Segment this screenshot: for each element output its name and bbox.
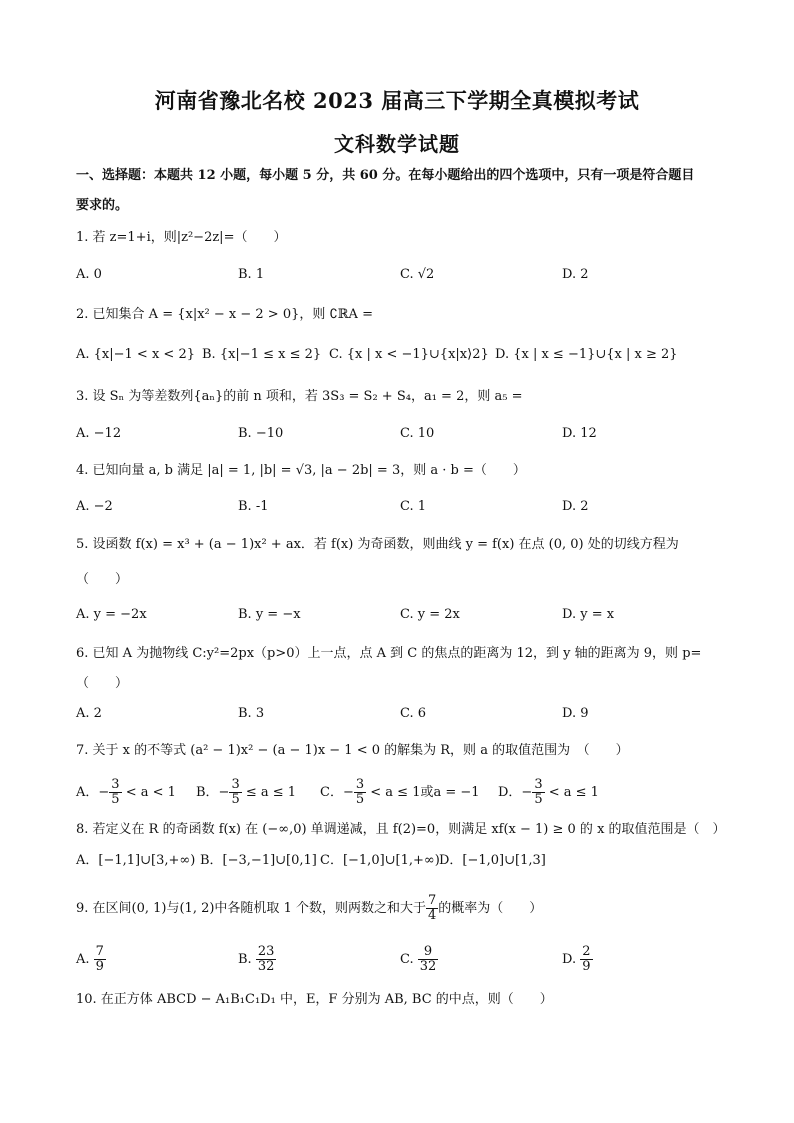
fraction-denominator: 32 <box>419 959 437 974</box>
fraction-denominator: 5 <box>534 792 543 807</box>
fraction-denominator: 4 <box>427 908 437 923</box>
q5-option-c: C. y = 2x <box>400 607 460 622</box>
fraction-numerator: 23 <box>257 944 275 959</box>
q2-option-b: B. {x|−1 ≤ x ≤ 2} <box>202 347 322 362</box>
q4-option-a: A. −2 <box>76 499 113 514</box>
q8-option-c: C．[−1,0]∪[1,+∞) <box>320 853 440 868</box>
q8-option-a: A．[−1,1]∪[3,+∞) <box>76 853 196 868</box>
question-1-stem: 1. 若 z=1+i，则|z²−2z|=（ ） <box>76 230 287 245</box>
fraction-numerator: 9 <box>418 945 439 960</box>
q4-option-d: D. 2 <box>562 499 589 514</box>
q9-stem-start: 9. 在区间(0, 1)与(1, 2)中各随机取 1 个数，则两数之和大于 <box>76 901 426 916</box>
q4-option-c: C. 1 <box>400 499 427 514</box>
q7-option-d <box>498 775 599 811</box>
q7-option-c-label: C．− <box>320 785 354 800</box>
q6-option-a: A. 2 <box>76 706 102 721</box>
q3-option-d: D. 12 <box>562 426 597 441</box>
q7-option-d-fraction <box>532 778 544 807</box>
q1-option-a: A. 0 <box>76 267 102 282</box>
q3-option-b: B. −10 <box>238 426 284 441</box>
q7-option-d-label: D．− <box>498 785 533 800</box>
q9-option-d-label: D. <box>562 952 577 967</box>
q6-option-d: D. 9 <box>562 706 589 721</box>
question-6-paren: （ ） <box>76 676 129 691</box>
question-3-stem: 3. 设 Sₙ 为等差数列{aₙ}的前 n 项和，若 3S₃ = S₂ + S₄，a₁ = 2，则 a₅ = <box>76 389 523 404</box>
q2-option-a: A. {x|−1 < x < 2} <box>76 347 195 362</box>
q9-option-a-label: A. <box>76 952 90 967</box>
q7-option-c-tail: < a ≤ 1或a = −1 <box>370 785 480 800</box>
q3-option-a: A. −12 <box>76 426 122 441</box>
section-instructions-line2: 要求的。 <box>76 198 129 213</box>
exam-subtitle: 文科数学试题 <box>334 132 460 156</box>
q9-option-b-label: B. <box>238 952 252 967</box>
question-8-options <box>76 850 716 872</box>
question-2-stem: 2. 已知集合 A = {x|x² − x − 2 > 0}，则 ∁ℝA = <box>76 307 373 322</box>
q7-option-d-tail: < a ≤ 1 <box>548 785 599 800</box>
q7-option-b <box>196 775 296 811</box>
q9-option-c-label: C. <box>400 952 414 967</box>
q9-option-b <box>238 942 276 978</box>
q1-option-d: D. 2 <box>562 267 589 282</box>
q6-option-c: C. 6 <box>400 706 427 721</box>
fraction-numerator: 7 <box>95 944 104 959</box>
fraction-numerator: 3 <box>111 777 120 792</box>
q5-option-a: A. y = −2x <box>76 607 147 622</box>
q7-option-c-fraction <box>354 778 366 807</box>
question-6-options <box>76 703 716 725</box>
q9-option-a-fraction <box>94 945 106 974</box>
q9-option-c <box>400 942 438 978</box>
q2-option-d: D. {x | x ≤ −1}∪{x | x ≥ 2} <box>495 347 678 362</box>
q7-option-a-label: A．− <box>76 785 110 800</box>
q9-option-b-fraction <box>256 945 277 974</box>
question-2-options <box>76 344 716 366</box>
q5-option-b: B. y = −x <box>238 607 301 622</box>
q7-option-a <box>76 775 176 811</box>
question-9-options <box>76 942 716 978</box>
q9-option-d-fraction <box>580 945 592 974</box>
fraction-numerator: 2 <box>582 944 591 959</box>
q8-option-b: B．[−3,−1]∪[0,1] <box>200 853 317 868</box>
q7-option-a-tail: < a < 1 <box>125 785 176 800</box>
fraction-denominator: 9 <box>95 959 104 974</box>
fraction-denominator: 5 <box>355 792 365 807</box>
q4-option-b: B. -1 <box>238 499 269 514</box>
q7-option-b-fraction <box>229 778 241 807</box>
question-5-stem: 5. 设函数 f(x) = x³ + (a − 1)x² + ax．若 f(x) 为奇函数，则曲线 y = f(x) 在点 (0, 0) 处的切线方程为 <box>76 537 679 552</box>
question-3-options <box>76 423 716 445</box>
q3-option-c: C. 10 <box>400 426 435 441</box>
q9-option-d <box>562 942 593 978</box>
question-4-options <box>76 496 716 518</box>
q1-option-b: B. 1 <box>238 267 265 282</box>
question-9-stem <box>76 891 542 927</box>
q9-option-c-fraction <box>418 945 439 974</box>
fraction-denominator: 5 <box>111 792 120 807</box>
question-7-options <box>76 775 716 811</box>
fraction-denominator: 32 <box>257 959 275 974</box>
question-10-stem: 10. 在正方体 ABCD − A₁B₁C₁D₁ 中，E，F 分别为 AB, BC 的中点，则（ ） <box>76 992 553 1007</box>
q2-option-c: C. {x | x < −1}∪{x|x⟩2} <box>329 347 489 362</box>
q7-option-c <box>320 775 480 811</box>
fraction-denominator: 5 <box>231 792 240 807</box>
fraction-numerator: 3 <box>355 777 365 792</box>
question-5-options <box>76 604 716 626</box>
q1-option-c: C. √2 <box>400 267 435 282</box>
exam-title: 河南省豫北名校 2023 届高三下学期全真模拟考试 <box>154 88 640 113</box>
q7-option-b-label: B．− <box>196 785 230 800</box>
q5-option-d: D. y = x <box>562 607 615 622</box>
fraction-numerator: 3 <box>534 777 543 792</box>
q9-stem-fraction <box>426 894 438 923</box>
question-1-options <box>76 264 716 286</box>
question-7-stem: 7. 关于 x 的不等式 (a² − 1)x² − (a − 1)x − 1 < 0 的解集为 R，则 a 的取值范围为 （ ） <box>76 743 629 758</box>
q9-option-a <box>76 942 106 978</box>
fraction-denominator: 9 <box>582 959 591 974</box>
question-8-stem: 8. 若定义在 R 的奇函数 f(x) 在 (−∞,0) 单调递减，且 f(2)=0，则满足 xf(x − 1) ≥ 0 的 x 的取值范围是（ ） <box>76 822 726 837</box>
q8-option-d: D．[−1,0]∪[1,3] <box>439 853 546 868</box>
question-5-paren: （ ） <box>76 572 129 587</box>
question-6-stem: 6. 已知 A 为抛物线 C:y²=2px（p>0）上一点，点 A 到 C 的焦点的距离为 12，到 y 轴的距离为 9，则 p= <box>76 646 702 661</box>
q9-stem-end: 的概率为（ ） <box>438 901 543 916</box>
q7-option-a-fraction <box>109 778 121 807</box>
section-instructions-line1: 一、选择题：本题共 12 小题，每小题 5 分，共 60 分。在每小题给出的四个选项中，只有一项是符合题目 <box>76 168 695 183</box>
fraction-numerator: 3 <box>231 777 240 792</box>
question-4-stem: 4. 已知向量 a, b 满足 |a| = 1, |b| = √3, |a − 2b| = 3，则 a · b =（ ） <box>76 463 526 478</box>
fraction-numerator: 7 <box>427 893 437 908</box>
q6-option-b: B. 3 <box>238 706 265 721</box>
q7-option-b-tail: ≤ a ≤ 1 <box>245 785 297 800</box>
